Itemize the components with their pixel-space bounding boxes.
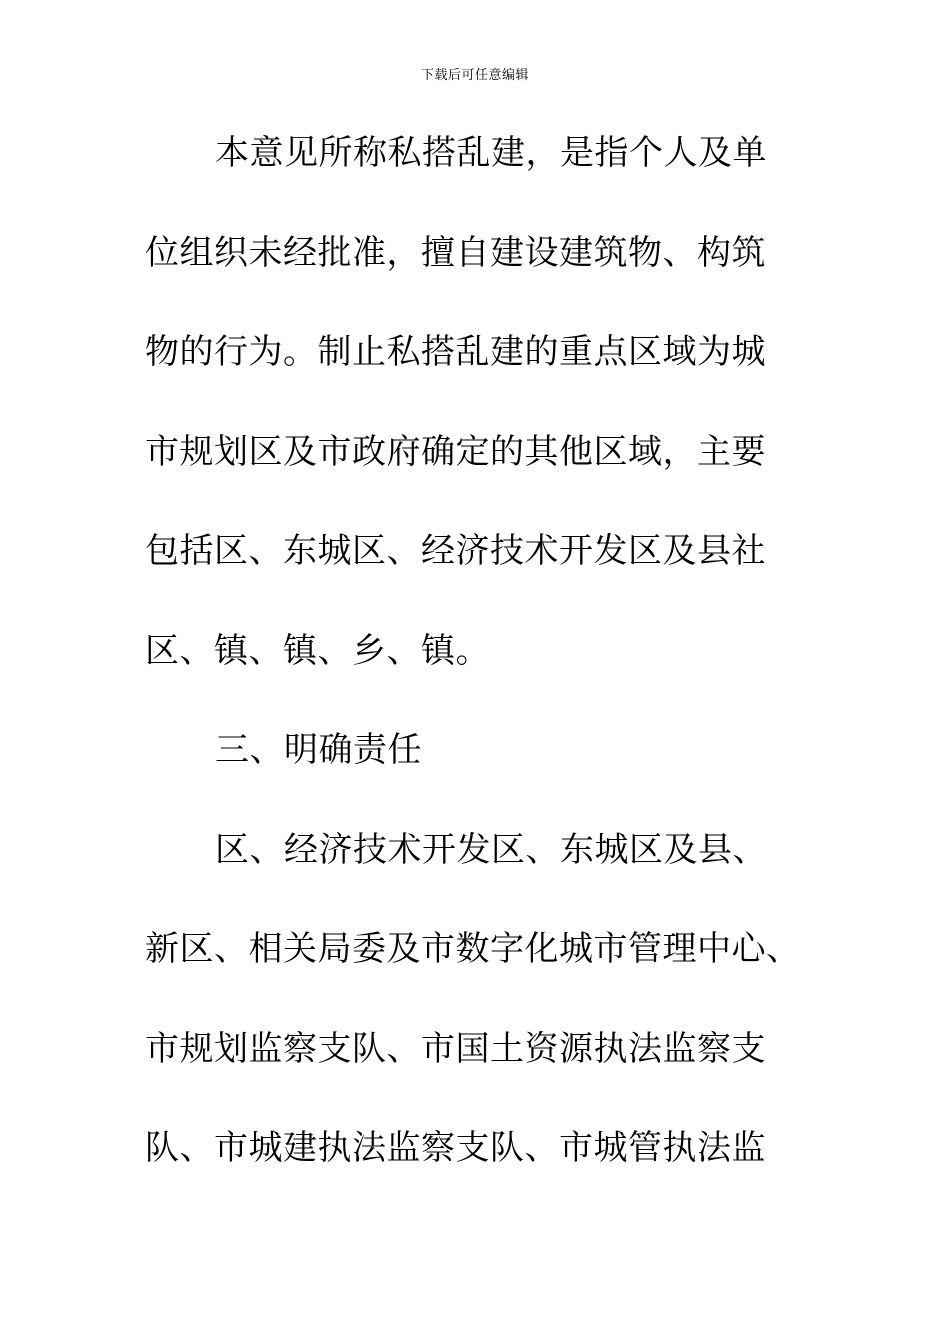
- paragraph-line: 包括区、东城区、经济技术开发区及县社: [145, 531, 766, 571]
- section-heading: 三、明确责任: [215, 730, 422, 770]
- paragraph-line: 队、市城建执法监察支队、市城管执法监: [145, 1128, 766, 1168]
- paragraph-line: 区、镇、镇、乡、镇。: [145, 630, 490, 671]
- paragraph-line: 新区、相关局委及市数字化城市管理中心、: [145, 929, 801, 969]
- paragraph-line: 市规划区及市政府确定的其他区域，主要: [145, 431, 766, 472]
- paragraph-line: 物的行为。制止私搭乱建的重点区域为城: [145, 332, 766, 372]
- paragraph-line: 位组织未经批准，擅自建设建筑物、构筑: [145, 232, 766, 273]
- paragraph-line: 市规划监察支队、市国土资源执法监察支: [145, 1028, 766, 1069]
- paragraph-line: 区、经济技术开发区、东城区及县、: [215, 829, 767, 870]
- body-text: [145, 127, 801, 1222]
- paragraph-line: 本意见所称私搭乱建，是指个人及单: [215, 133, 767, 173]
- page-header: 下载后可任意编辑: [420, 68, 529, 83]
